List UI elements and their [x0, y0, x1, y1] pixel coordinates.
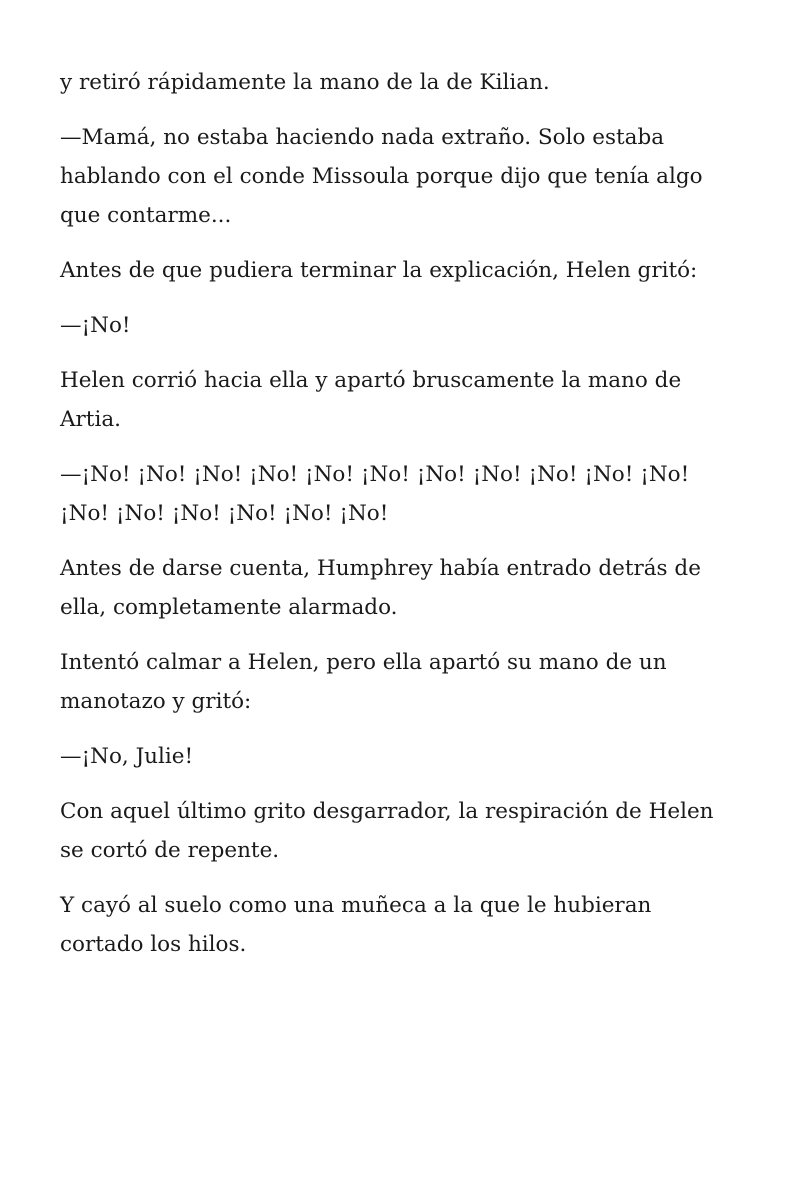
paragraph-4: —¡No! [60, 313, 131, 338]
paragraph-8: Intentó calmar a Helen, pero ella apartó su mano de un manotazo y gritó: [60, 650, 667, 714]
paragraph-6: —¡No! ¡No! ¡No! ¡No! ¡No! ¡No! ¡No! ¡No! ¡No! ¡No! ¡No! ¡No! ¡No! ¡No! ¡No! ¡No! ¡No! [60, 462, 690, 526]
paragraph-2: —Mamá, no estaba haciendo nada extraño. Solo estaba hablando con el conde Missoula porque dijo que tenía algo que contarme... [60, 125, 703, 228]
paragraph-3: Antes de que pudiera terminar la explicación, Helen gritó: [60, 258, 698, 283]
paragraph-5: Helen corrió hacia ella y apartó bruscamente la mano de Artia. [60, 368, 682, 432]
paragraph-10: Con aquel último grito desgarrador, la respiración de Helen se cortó de repente. [60, 799, 714, 863]
paragraph-11: Y cayó al suelo como una muñeca a la que le hubieran cortado los hilos. [60, 893, 652, 957]
paragraph-7: Antes de darse cuenta, Humphrey había entrado detrás de ella, completamente alarmado. [60, 556, 701, 620]
paragraph-9: —¡No, Julie! [60, 744, 194, 769]
reading-page [60, 63, 740, 980]
paragraph-1: y retiró rápidamente la mano de la de Kilian. [60, 70, 550, 95]
